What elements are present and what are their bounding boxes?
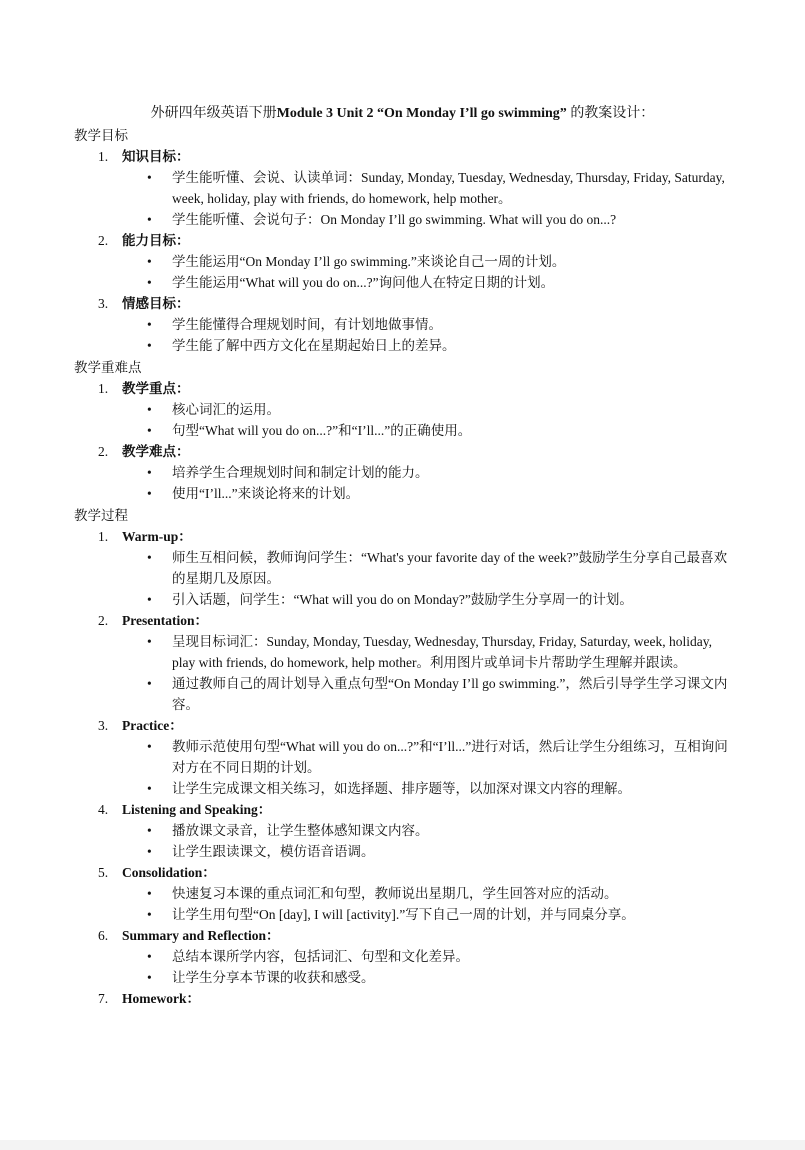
item-label: Listening and Speaking：: [122, 802, 272, 817]
bullet-item: • 师生互相问候，教师询问学生：“What's your favorite day of the week?”鼓励学生分享自己最喜欢的星期几及原因。: [74, 547, 734, 589]
item-number: 2.: [98, 233, 109, 248]
bullet-list: [74, 631, 734, 715]
bullet-item: • 学生能听懂、会说、认读单词：Sunday, Monday, Tuesday, Wednesday, Thursday, Friday, Saturday, week, holiday, play with friends, do homework, help mother。: [74, 167, 734, 209]
bullet-item: • 让学生用句型“On [day], I will [activity].”写下自己一周的计划，并与同桌分享。: [74, 904, 734, 925]
bullet-item: • 引入话题，问学生：“What will you do on Monday?”鼓励学生分享周一的计划。: [74, 589, 734, 610]
item-number: 5.: [98, 865, 109, 880]
goal-item: [74, 230, 734, 251]
bullet-item: • 培养学生合理规划时间和制定计划的能力。: [74, 462, 734, 483]
process-step: [74, 799, 734, 820]
item-number: 1.: [98, 529, 109, 544]
bullet-list: [74, 167, 734, 230]
item-number: 2.: [98, 613, 109, 628]
bullet-item: • 快速复习本课的重点词汇和句型，教师说出星期几，学生回答对应的活动。: [74, 883, 734, 904]
bullet-item: • 使用“I’ll...”来谈论将来的计划。: [74, 483, 734, 504]
section-title-process: 教学过程: [74, 508, 128, 523]
item-number: 3.: [98, 718, 109, 733]
item-number: 1.: [98, 381, 109, 396]
item-number: 3.: [98, 296, 109, 311]
bullet-item: • 学生能运用“What will you do on...?”询问他人在特定日期的计划。: [74, 272, 734, 293]
bullet-item: • 让学生跟读课文，模仿语音语调。: [74, 841, 734, 862]
bullet-item: • 教师示范使用句型“What will you do on...?”和“I’ll...”进行对话，然后让学生分组练习，互相询问对方在不同日期的计划。: [74, 736, 734, 778]
keypoints-list: [74, 378, 734, 504]
item-label: 情感目标：: [122, 296, 190, 311]
goal-item: [74, 146, 734, 167]
item-label: 教学重点：: [122, 381, 190, 396]
page-bottom-edge: [0, 1140, 805, 1150]
bullet-list: [74, 399, 734, 441]
document-title: [0, 104, 805, 124]
bullet-item: • 播放课文录音，让学生整体感知课文内容。: [74, 820, 734, 841]
item-label: Presentation：: [122, 613, 208, 628]
bullet-item: • 呈现目标词汇：Sunday, Monday, Tuesday, Wednesday, Thursday, Friday, Saturday, week, holiday, play with friends, do homework, help mother。利用图片或单词卡片帮助学生理解并跟读。: [74, 631, 734, 673]
bullet-list: [74, 946, 734, 988]
document-body: [74, 125, 734, 1009]
bullet-item: • 总结本课所学内容，包括词汇、句型和文化差异。: [74, 946, 734, 967]
item-number: 2.: [98, 444, 109, 459]
item-number: 1.: [98, 149, 109, 164]
bullet-list: [74, 736, 734, 799]
bullet-list: [74, 251, 734, 293]
process-step: [74, 988, 734, 1009]
section-title-keypoints: 教学重难点: [74, 360, 142, 375]
item-number: 4.: [98, 802, 109, 817]
item-label: Consolidation：: [122, 865, 216, 880]
item-label: Practice：: [122, 718, 183, 733]
item-label: 教学难点：: [122, 444, 190, 459]
process-step: [74, 610, 734, 631]
item-label: 能力目标：: [122, 233, 190, 248]
bullet-list: [74, 462, 734, 504]
process-step: [74, 526, 734, 547]
title-suffix: 的教案设计：: [566, 106, 655, 121]
process-step: [74, 925, 734, 946]
bullet-item: • 学生能懂得合理规划时间，有计划地做事情。: [74, 314, 734, 335]
item-label: 知识目标：: [122, 149, 190, 164]
keypoint-item: [74, 441, 734, 462]
item-label: Warm-up：: [122, 529, 192, 544]
bullet-item: • 学生能听懂、会说句子：On Monday I’ll go swimming. What will you do on...?: [74, 209, 734, 230]
bullet-list: [74, 314, 734, 356]
goals-list: [74, 146, 734, 356]
goal-item: [74, 293, 734, 314]
item-label: Homework：: [122, 991, 200, 1006]
bullet-item: • 让学生完成课文相关练习，如选择题、排序题等，以加深对课文内容的理解。: [74, 778, 734, 799]
process-list: [74, 526, 734, 1009]
bullet-list: [74, 883, 734, 925]
process-step: [74, 862, 734, 883]
item-number: 6.: [98, 928, 109, 943]
title-bold: Module 3 Unit 2 “On Monday I’ll go swimming”: [276, 106, 567, 121]
bullet-item: • 让学生分享本节课的收获和感受。: [74, 967, 734, 988]
bullet-item: • 学生能了解中西方文化在星期起始日上的差异。: [74, 335, 734, 356]
bullet-list: [74, 820, 734, 862]
bullet-item: • 通过教师自己的周计划导入重点句型“On Monday I’ll go swimming.”，然后引导学生学习课文内容。: [74, 673, 734, 715]
bullet-list: [74, 547, 734, 610]
bullet-item: • 核心词汇的运用。: [74, 399, 734, 420]
bullet-item: • 句型“What will you do on...?”和“I’ll...”的正确使用。: [74, 420, 734, 441]
item-label: Summary and Reflection：: [122, 928, 280, 943]
section-title-goals: 教学目标: [74, 128, 128, 143]
process-step: [74, 715, 734, 736]
item-number: 7.: [98, 991, 109, 1006]
keypoint-item: [74, 378, 734, 399]
bullet-item: • 学生能运用“On Monday I’ll go swimming.”来谈论自己一周的计划。: [74, 251, 734, 272]
title-prefix: 外研四年级英语下册: [150, 106, 277, 121]
